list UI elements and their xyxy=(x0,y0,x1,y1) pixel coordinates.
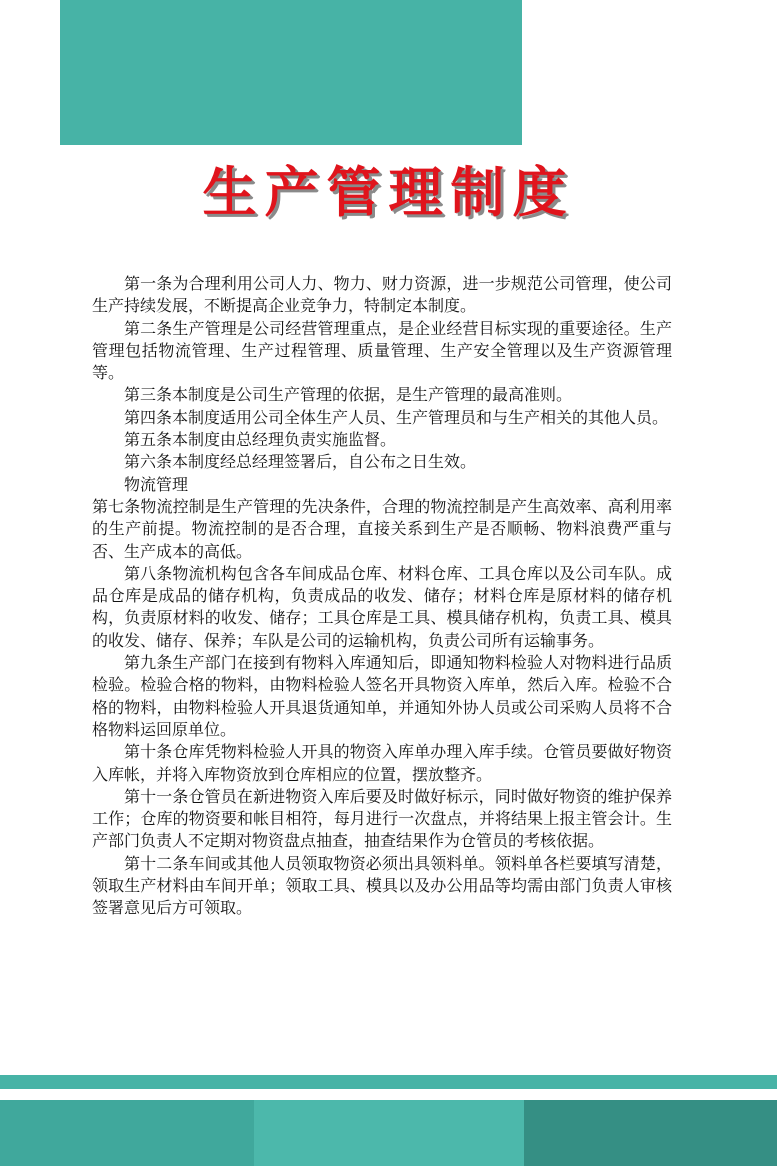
section-heading-logistics: 物流管理 xyxy=(124,474,189,494)
paragraph-12: 第十二条车间或其他人员领取物资必须出具领料单。领料单各栏要填写清楚，领取生产材料由车间开单；领取工具、模具以及办公用品等均需由部门负责人审核签署意见后方可领取。 xyxy=(92,853,672,918)
paragraph-2: 第二条生产管理是公司经营管理重点，是企业经营目标实现的重要途径。生产管理包括物流管理、生产过程管理、质量管理、生产安全管理以及生产资源管理等。 xyxy=(92,318,672,383)
paragraph-6: 第六条本制度经总经理签署后，自公布之日生效。 xyxy=(124,452,477,472)
bottom-block-left xyxy=(0,1100,254,1166)
paragraph-10: 第十条仓库凭物料检验人开具的物资入库单办理入库手续。仓管员要做好物资入库帐，并将入库物资放到仓库相应的位置，摆放整齐。 xyxy=(92,742,672,784)
bottom-block-right xyxy=(524,1100,777,1166)
page-title: 生产管理制度 xyxy=(202,161,575,224)
bottom-teal-band xyxy=(0,1075,777,1089)
paragraph-1: 第一条为合理利用公司人力、物力、财力资源，进一步规范公司管理，使公司生产持续发展，不断提高企业竞争力，特制定本制度。 xyxy=(92,274,672,316)
bottom-block-middle xyxy=(254,1100,524,1166)
paragraph-4: 第四条本制度适用公司全体生产人员、生产管理员和与生产相关的其他人员。 xyxy=(124,407,669,427)
paragraph-8: 第八条物流机构包含各车间成品仓库、材料仓库、工具仓库以及公司车队。成品仓库是成品的储存机构，负责成品的收发、储存；材料仓库是原材料的储存机构，负责原材料的收发、储存；工具仓库是工具、模具储存机构，负责工具、模具的收发、储存、保养；车队是公司的运输机构，负责公司所有运输事务。 xyxy=(92,563,672,650)
paragraph-3: 第三条本制度是公司生产管理的依据，是生产管理的最高准则。 xyxy=(124,385,573,405)
paragraph-9: 第九条生产部门在接到有物料入库通知后，即通知物料检验人对物料进行品质检验。检验合格的物料，由物料检验人签名开具物资入库单，然后入库。检验不合格的物料，由物料检验人开具退货通知单，并通知外协人员或公司采购人员将不合格物料运回原单位。 xyxy=(92,653,672,739)
regulation-text xyxy=(92,273,672,920)
top-teal-block xyxy=(60,0,522,145)
paragraph-5: 第五条本制度由总经理负责实施监督。 xyxy=(124,430,397,450)
paragraph-7: 第七条物流控制是生产管理的先决条件，合理的物流控制是产生高效率、高利用率的生产前提。物流控制的是否合理，直接关系到生产是否顺畅、物料浪费严重与否、生产成本的高低。 xyxy=(92,496,672,561)
paragraph-11: 第十一条仓管员在新进物资入库后要及时做好标示，同时做好物资的维护保养工作；仓库的物资要和帐目相符，每月进行一次盘点，并将结果上报主管会计。生产部门负责人不定期对物资盘点抽查，抽查结果作为仓管员的考核依据。 xyxy=(92,786,672,851)
